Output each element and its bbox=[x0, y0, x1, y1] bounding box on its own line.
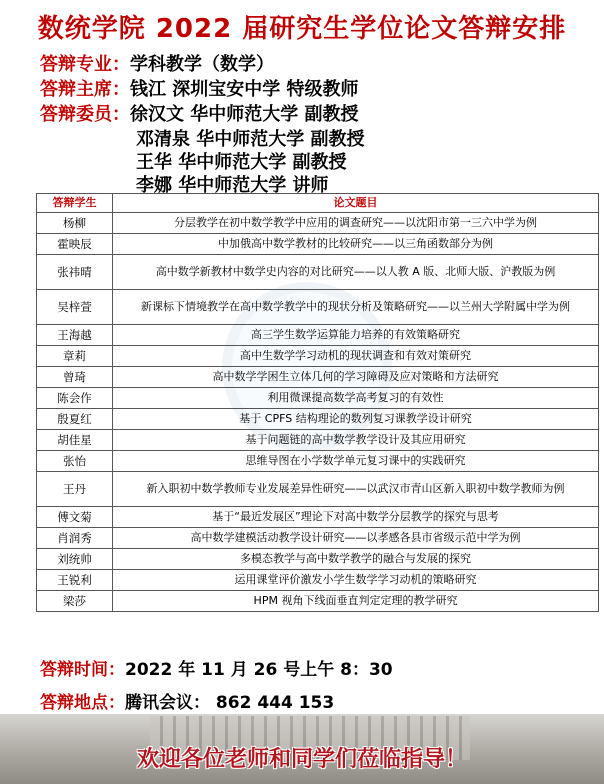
thesis-topic: 新入职初中数学教师专业发展差异性研究——以武汉市青山区新入职初中数学教师为例 bbox=[113, 472, 599, 507]
student-name: 王丹 bbox=[37, 472, 113, 507]
thesis-topic: 高中数学学困生立体几何的学习障碍及应对策略和方法研究 bbox=[113, 367, 599, 388]
table-row bbox=[37, 570, 599, 591]
table-row bbox=[37, 430, 599, 451]
thesis-topic: 高中生数学学习动机的现状调查和有效对策研究 bbox=[113, 346, 599, 367]
student-name: 胡佳星 bbox=[37, 430, 113, 451]
thesis-topic: 基于问题链的高中数学教学设计及其应用研究 bbox=[113, 430, 599, 451]
table-row bbox=[37, 472, 599, 507]
chair-line bbox=[40, 75, 359, 101]
student-name: 肖润秀 bbox=[37, 528, 113, 549]
table-row bbox=[37, 346, 599, 367]
student-name: 傅文菊 bbox=[37, 507, 113, 528]
thesis-topic: 新课标下情境教学在高中数学教学中的现状分析及策略研究——以兰州大学附属中学为例 bbox=[113, 290, 599, 325]
welcome-text: 欢迎各位老师和同学们莅临指导！ bbox=[136, 747, 467, 772]
student-name: 王锐利 bbox=[37, 570, 113, 591]
table-row bbox=[37, 213, 599, 234]
table-row bbox=[37, 290, 599, 325]
page-title: 数统学院 2022 届研究生学位论文答辩安排 bbox=[37, 14, 567, 44]
thesis-topic: 高三学生数学运算能力培养的有效策略研究 bbox=[113, 325, 599, 346]
thesis-topic: 高中数学新教材中数学史内容的对比研究——以人教 A 版、北师大版、沪教版为例 bbox=[113, 255, 599, 290]
committee-line bbox=[40, 100, 359, 126]
place-label: 答辩地点： bbox=[40, 693, 125, 713]
thesis-topic: 分层教学在初中数学教学中应用的调查研究——以沈阳市第一三六中学为例 bbox=[113, 213, 599, 234]
student-name: 杨柳 bbox=[37, 213, 113, 234]
student-name: 曾琦 bbox=[37, 367, 113, 388]
welcome-banner bbox=[0, 714, 604, 784]
chair-label: 答辩主席： bbox=[40, 79, 130, 100]
student-name: 张怡 bbox=[37, 451, 113, 472]
committee-label: 答辩委员： bbox=[40, 104, 130, 125]
student-name: 王海越 bbox=[37, 325, 113, 346]
table-row bbox=[37, 507, 599, 528]
student-name: 刘统帅 bbox=[37, 549, 113, 570]
table-row bbox=[37, 388, 599, 409]
student-name: 殷夏红 bbox=[37, 409, 113, 430]
table-row bbox=[37, 591, 599, 612]
major-line bbox=[40, 50, 274, 76]
committee-member: 邓清泉 华中师范大学 副教授 bbox=[136, 129, 365, 150]
thesis-topic: 运用课堂评价激发小学生数学学习动机的策略研究 bbox=[113, 570, 599, 591]
table-row bbox=[37, 451, 599, 472]
committee-member: 李娜 华中师范大学 讲师 bbox=[136, 175, 329, 196]
student-name: 梁莎 bbox=[37, 591, 113, 612]
major-value: 学科教学（数学） bbox=[130, 54, 274, 75]
time-label: 答辩时间： bbox=[40, 660, 125, 680]
table-row bbox=[37, 367, 599, 388]
defense-time bbox=[40, 655, 393, 680]
table-row bbox=[37, 409, 599, 430]
committee-member: 徐汉文 华中师范大学 副教授 bbox=[130, 104, 359, 125]
thesis-topic: 中加俄高中数学教材的比较研究——以三角函数部分为例 bbox=[113, 234, 599, 255]
student-name: 霍映辰 bbox=[37, 234, 113, 255]
major-label: 答辩专业： bbox=[40, 54, 130, 75]
defense-place bbox=[40, 688, 334, 713]
thesis-topic: 利用微课提高数学高考复习的有效性 bbox=[113, 388, 599, 409]
chair-value: 钱江 深圳宝安中学 特级教师 bbox=[130, 79, 359, 100]
student-name: 章莉 bbox=[37, 346, 113, 367]
student-name: 吴梓萱 bbox=[37, 290, 113, 325]
time-value: 2022 年 11 月 26 号上午 8：30 bbox=[125, 660, 393, 680]
student-name: 陈会作 bbox=[37, 388, 113, 409]
table-row bbox=[37, 234, 599, 255]
student-name: 张祎晴 bbox=[37, 255, 113, 290]
thesis-topic: 基于“最近发展区”理论下对高中数学分层教学的探究与思考 bbox=[113, 507, 599, 528]
thesis-topic: 思维导图在小学数学单元复习课中的实践研究 bbox=[113, 451, 599, 472]
table-row bbox=[37, 255, 599, 290]
table-row bbox=[37, 528, 599, 549]
committee-member: 王华 华中师范大学 副教授 bbox=[136, 152, 347, 173]
thesis-topic: HPM 视角下线面垂直判定定理的教学研究 bbox=[113, 591, 599, 612]
thesis-topic: 多模态教学与高中数学教学的融合与发展的探究 bbox=[113, 549, 599, 570]
thesis-topic: 高中数学建模活动教学设计研究——以孝感各县市省级示范中学为例 bbox=[113, 528, 599, 549]
table-header-row bbox=[37, 194, 599, 213]
place-value: 腾讯会议： 862 444 153 bbox=[125, 693, 335, 713]
thesis-topic: 基于 CPFS 结构理论的数列复习课教学设计研究 bbox=[113, 409, 599, 430]
header-student: 答辩学生 bbox=[37, 194, 113, 213]
table-row bbox=[37, 549, 599, 570]
defense-schedule-table bbox=[36, 193, 599, 612]
table-row bbox=[37, 325, 599, 346]
header-topic: 论文题目 bbox=[113, 194, 599, 213]
